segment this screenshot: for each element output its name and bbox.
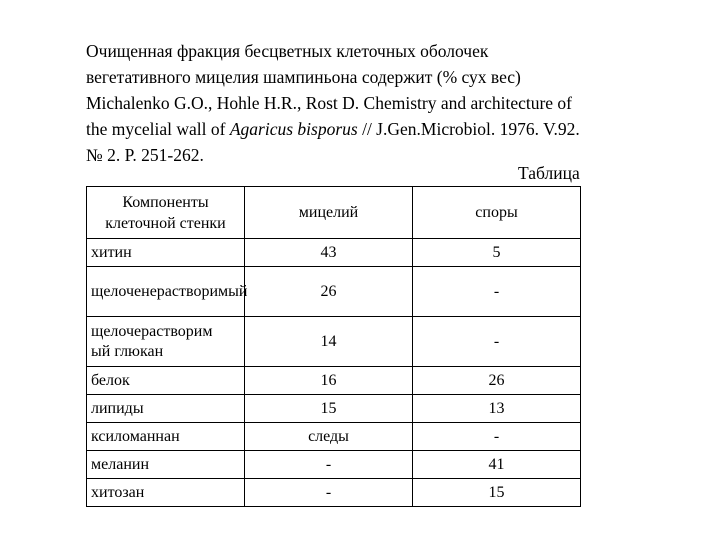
cell-mycelium: 43 — [245, 239, 413, 267]
heading-line-3: Michalenko G.O., Hohle H.R., Rost D. Chemistry and architecture of — [86, 93, 573, 113]
heading-line-1: Очищенная фракция бесцветных клеточных оболочек — [86, 41, 489, 61]
table-row — [87, 395, 581, 423]
cell-component: ксиломаннан — [87, 423, 245, 451]
component-line: щелоченерастворимый — [91, 282, 248, 300]
composition-table — [86, 186, 581, 507]
table-row — [87, 367, 581, 395]
cell-component — [87, 267, 248, 317]
table-row — [87, 423, 581, 451]
heading-line-4 — [86, 116, 686, 142]
table-caption: Таблица — [518, 163, 580, 183]
cell-mycelium: 14 — [245, 317, 413, 367]
header-component: Компоненты клеточной стенки — [87, 187, 245, 239]
table-row — [87, 451, 581, 479]
cell-component: хитозан — [87, 479, 245, 507]
cell-spores: 13 — [413, 395, 581, 423]
cell-mycelium: 15 — [245, 395, 413, 423]
citation-prefix: the mycelial wall of — [86, 119, 230, 139]
header-mycelium: мицелий — [245, 187, 413, 239]
cell-spores: 5 — [413, 239, 581, 267]
document-heading — [86, 38, 686, 168]
cell-spores: - — [413, 267, 581, 317]
cell-spores: 26 — [413, 367, 581, 395]
cell-mycelium: 26 — [245, 267, 413, 317]
cell-spores: 15 — [413, 479, 581, 507]
heading-line-5: № 2. P. 251-262. — [86, 145, 204, 165]
cell-mycelium: - — [245, 451, 413, 479]
cell-spores: - — [413, 423, 581, 451]
cell-component: щелочерастворим ый глюкан — [87, 317, 245, 367]
cell-component: липиды — [87, 395, 245, 423]
cell-mycelium: - — [245, 479, 413, 507]
cell-mycelium: следы — [245, 423, 413, 451]
table-row — [87, 267, 581, 317]
cell-component: белок — [87, 367, 245, 395]
cell-mycelium: 16 — [245, 367, 413, 395]
species-name: Agaricus bisporus — [229, 119, 358, 139]
cell-component: меланин — [87, 451, 245, 479]
table-row — [87, 239, 581, 267]
table-header-row — [87, 187, 581, 239]
cell-spores: - — [413, 317, 581, 367]
heading-line-2: вегетативного мицелия шампиньона содержит (% сух вес) — [86, 67, 521, 87]
citation-suffix: // J.Gen.Microbiol. 1976. V.92. — [357, 119, 580, 139]
cell-spores: 41 — [413, 451, 581, 479]
table-row — [87, 317, 581, 367]
header-spores: споры — [413, 187, 581, 239]
table-row — [87, 479, 581, 507]
cell-component: хитин — [87, 239, 245, 267]
